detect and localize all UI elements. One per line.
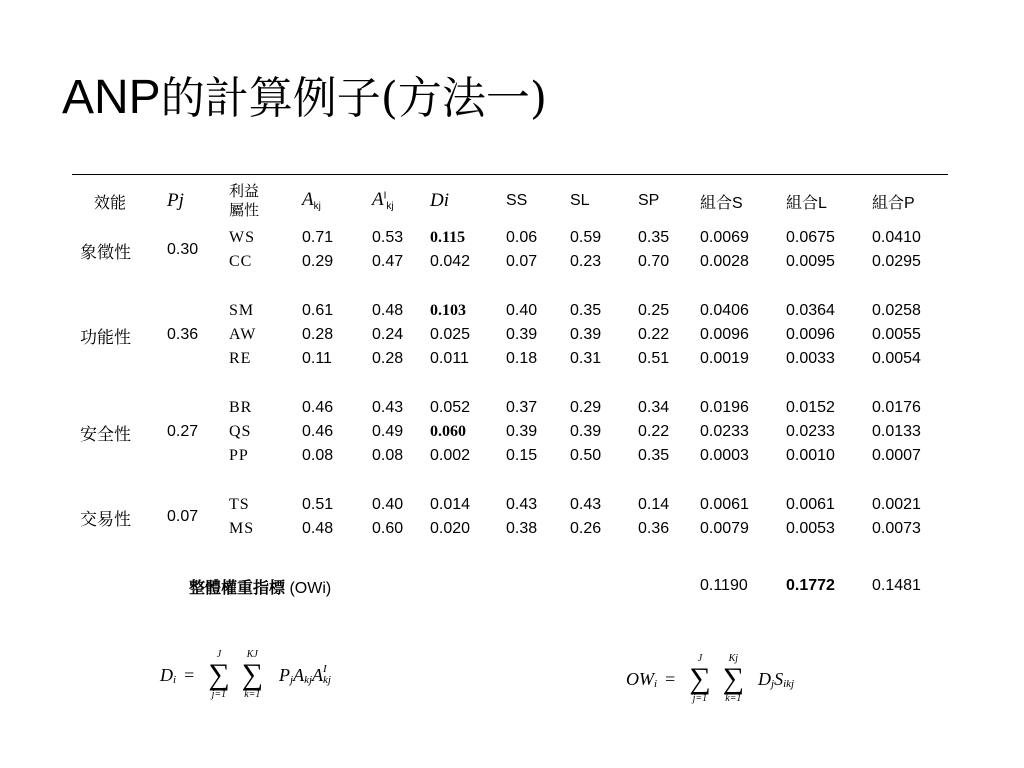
row-spacer bbox=[72, 468, 948, 493]
di-cell: 0.014 bbox=[430, 496, 471, 513]
sl-cell: 0.31 bbox=[570, 350, 602, 367]
header-combo-l: 組合L bbox=[786, 194, 827, 212]
combo-p-cell: 0.0295 bbox=[872, 253, 921, 270]
sp-cell: 0.35 bbox=[638, 447, 670, 464]
group-pj: 0.30 bbox=[167, 241, 199, 258]
combo-s-cell: 0.0096 bbox=[700, 326, 749, 343]
sl-cell: 0.23 bbox=[570, 253, 602, 270]
combo-s-cell: 0.0196 bbox=[700, 399, 749, 416]
akj-cell: 0.61 bbox=[302, 302, 334, 319]
combo-p-cell: 0.0055 bbox=[872, 326, 921, 343]
sum-symbol: J ∑ j=1 bbox=[689, 653, 711, 704]
group-label: 安全性 bbox=[80, 424, 131, 444]
header-combo-p: 組合P bbox=[872, 194, 915, 212]
akj-cell: 0.71 bbox=[302, 229, 334, 246]
sp-cell: 0.25 bbox=[638, 302, 670, 319]
sp-cell: 0.70 bbox=[638, 253, 670, 270]
ss-cell: 0.40 bbox=[506, 302, 538, 319]
header-attr: 利益 屬性 bbox=[229, 183, 260, 219]
di-cell: 0.025 bbox=[430, 326, 471, 343]
combo-l-cell: 0.0152 bbox=[786, 399, 835, 416]
table-row bbox=[72, 493, 948, 517]
group-pj: 0.07 bbox=[167, 508, 199, 525]
di-cell: 0.042 bbox=[430, 253, 471, 270]
row-spacer bbox=[72, 274, 948, 299]
row-spacer bbox=[72, 541, 948, 566]
ss-cell: 0.18 bbox=[506, 350, 538, 367]
combo-p-cell: 0.0021 bbox=[872, 496, 921, 513]
sp-cell: 0.35 bbox=[638, 229, 670, 246]
ss-cell: 0.39 bbox=[506, 326, 538, 343]
sl-cell: 0.29 bbox=[570, 399, 602, 416]
ss-cell: 0.37 bbox=[506, 399, 538, 416]
combo-l-cell: 0.0364 bbox=[786, 302, 835, 319]
formula-di: D i = J ∑ j=1 KJ ∑ k=1 P j A kj A I kj bbox=[160, 649, 331, 700]
combo-l-cell: 0.0061 bbox=[786, 496, 835, 513]
akj-i-cell: 0.53 bbox=[372, 229, 404, 246]
combo-l-cell: 0.0096 bbox=[786, 326, 835, 343]
sl-cell: 0.26 bbox=[570, 520, 602, 537]
akj-cell: 0.08 bbox=[302, 447, 334, 464]
header-ss: SS bbox=[506, 192, 528, 209]
group-label: 交易性 bbox=[80, 509, 131, 529]
combo-p-cell: 0.0054 bbox=[872, 350, 921, 367]
overall-row bbox=[72, 566, 948, 606]
ss-cell: 0.07 bbox=[506, 253, 538, 270]
ss-cell: 0.38 bbox=[506, 520, 538, 537]
formula-owi: OW i = J ∑ j=1 Kj ∑ k=1 D j S ikj bbox=[626, 653, 795, 704]
combo-s-cell: 0.0079 bbox=[700, 520, 749, 537]
attr-cell: WS bbox=[229, 229, 255, 246]
group-pj: 0.36 bbox=[167, 326, 199, 343]
combo-p-cell: 0.0258 bbox=[872, 302, 921, 319]
header-row bbox=[72, 176, 948, 226]
table-row bbox=[72, 396, 948, 420]
combo-s-cell: 0.0003 bbox=[700, 447, 749, 464]
combo-l-cell: 0.0675 bbox=[786, 229, 835, 246]
attr-cell: PP bbox=[229, 447, 249, 464]
akj-i-cell: 0.40 bbox=[372, 496, 404, 513]
combo-p-cell: 0.0176 bbox=[872, 399, 921, 416]
header-sp: SP bbox=[638, 192, 660, 209]
di-cell: 0.060 bbox=[430, 423, 466, 440]
di-cell: 0.103 bbox=[430, 302, 466, 319]
sl-cell: 0.35 bbox=[570, 302, 602, 319]
header-di: Di bbox=[430, 190, 449, 211]
overall-label: 整體權重指標 (OWi) bbox=[189, 579, 332, 597]
akj-i-cell: 0.43 bbox=[372, 399, 404, 416]
akj-cell: 0.29 bbox=[302, 253, 334, 270]
sl-cell: 0.59 bbox=[570, 229, 602, 246]
attr-cell: SM bbox=[229, 302, 255, 319]
akj-i-cell: 0.08 bbox=[372, 447, 404, 464]
di-cell: 0.020 bbox=[430, 520, 471, 537]
header-akj-i: $A^I_{kj}$ bbox=[372, 189, 394, 213]
group-label: 功能性 bbox=[80, 327, 131, 347]
combo-s-cell: 0.0406 bbox=[700, 302, 749, 319]
overall-p: 0.1481 bbox=[872, 577, 921, 594]
sum-symbol: KJ ∑ k=1 bbox=[241, 649, 263, 700]
sum-symbol: Kj ∑ k=1 bbox=[722, 653, 744, 704]
combo-s-cell: 0.0233 bbox=[700, 423, 749, 440]
attr-cell: MS bbox=[229, 520, 255, 537]
sp-cell: 0.22 bbox=[638, 423, 670, 440]
combo-p-cell: 0.0133 bbox=[872, 423, 921, 440]
combo-s-cell: 0.0019 bbox=[700, 350, 749, 367]
title-latin: ANP bbox=[62, 71, 161, 124]
ss-cell: 0.39 bbox=[506, 423, 538, 440]
header-pj: Pj bbox=[167, 190, 184, 211]
header-sl: SL bbox=[570, 192, 590, 209]
attr-cell: CC bbox=[229, 253, 253, 270]
combo-p-cell: 0.0073 bbox=[872, 520, 921, 537]
akj-cell: 0.46 bbox=[302, 399, 334, 416]
attr-cell: TS bbox=[229, 496, 250, 513]
attr-cell: BR bbox=[229, 399, 253, 416]
akj-cell: 0.51 bbox=[302, 496, 334, 513]
akj-cell: 0.11 bbox=[302, 350, 332, 367]
attr-cell: QS bbox=[229, 423, 252, 440]
header-akj: $A_{kj}$ bbox=[302, 189, 321, 213]
akj-i-cell: 0.24 bbox=[372, 326, 404, 343]
group-label: 象徵性 bbox=[80, 242, 131, 262]
akj-cell: 0.48 bbox=[302, 520, 334, 537]
akj-i-cell: 0.48 bbox=[372, 302, 404, 319]
combo-p-cell: 0.0410 bbox=[872, 229, 921, 246]
attr-cell: RE bbox=[229, 350, 252, 367]
combo-l-cell: 0.0095 bbox=[786, 253, 835, 270]
akj-i-cell: 0.49 bbox=[372, 423, 404, 440]
di-cell: 0.002 bbox=[430, 447, 471, 464]
sl-cell: 0.50 bbox=[570, 447, 602, 464]
combo-l-cell: 0.0053 bbox=[786, 520, 835, 537]
akj-i-cell: 0.60 bbox=[372, 520, 404, 537]
row-spacer bbox=[72, 371, 948, 396]
ss-cell: 0.43 bbox=[506, 496, 538, 513]
sp-cell: 0.14 bbox=[638, 496, 670, 513]
header-efficiency: 效能 bbox=[94, 194, 127, 212]
sl-cell: 0.39 bbox=[570, 326, 602, 343]
ss-cell: 0.06 bbox=[506, 229, 538, 246]
title-cjk: 的計算例子(方法一) bbox=[160, 73, 548, 124]
group-pj: 0.27 bbox=[167, 423, 199, 440]
combo-l-cell: 0.0010 bbox=[786, 447, 835, 464]
overall-l: 0.1772 bbox=[786, 577, 835, 594]
table-row bbox=[72, 226, 948, 250]
sum-symbol: J ∑ j=1 bbox=[208, 649, 230, 700]
sp-cell: 0.51 bbox=[638, 350, 670, 367]
combo-p-cell: 0.0007 bbox=[872, 447, 921, 464]
di-cell: 0.115 bbox=[430, 229, 466, 246]
table-top-rule bbox=[72, 174, 948, 175]
akj-i-cell: 0.47 bbox=[372, 253, 404, 270]
combo-s-cell: 0.0061 bbox=[700, 496, 749, 513]
header-combo-s: 組合S bbox=[700, 194, 743, 212]
combo-s-cell: 0.0069 bbox=[700, 229, 749, 246]
di-cell: 0.052 bbox=[430, 399, 471, 416]
sl-cell: 0.43 bbox=[570, 496, 602, 513]
combo-l-cell: 0.0233 bbox=[786, 423, 835, 440]
sp-cell: 0.34 bbox=[638, 399, 670, 416]
sp-cell: 0.22 bbox=[638, 326, 670, 343]
combo-s-cell: 0.0028 bbox=[700, 253, 749, 270]
akj-cell: 0.28 bbox=[302, 326, 334, 343]
table-row bbox=[72, 299, 948, 323]
sl-cell: 0.39 bbox=[570, 423, 602, 440]
page-title bbox=[62, 62, 547, 126]
ss-cell: 0.15 bbox=[506, 447, 538, 464]
overall-s: 0.1190 bbox=[700, 577, 748, 594]
di-cell: 0.011 bbox=[430, 350, 469, 367]
akj-cell: 0.46 bbox=[302, 423, 334, 440]
combo-l-cell: 0.0033 bbox=[786, 350, 835, 367]
sp-cell: 0.36 bbox=[638, 520, 670, 537]
akj-i-cell: 0.28 bbox=[372, 350, 404, 367]
anp-table bbox=[72, 176, 948, 606]
attr-cell: AW bbox=[229, 326, 257, 343]
